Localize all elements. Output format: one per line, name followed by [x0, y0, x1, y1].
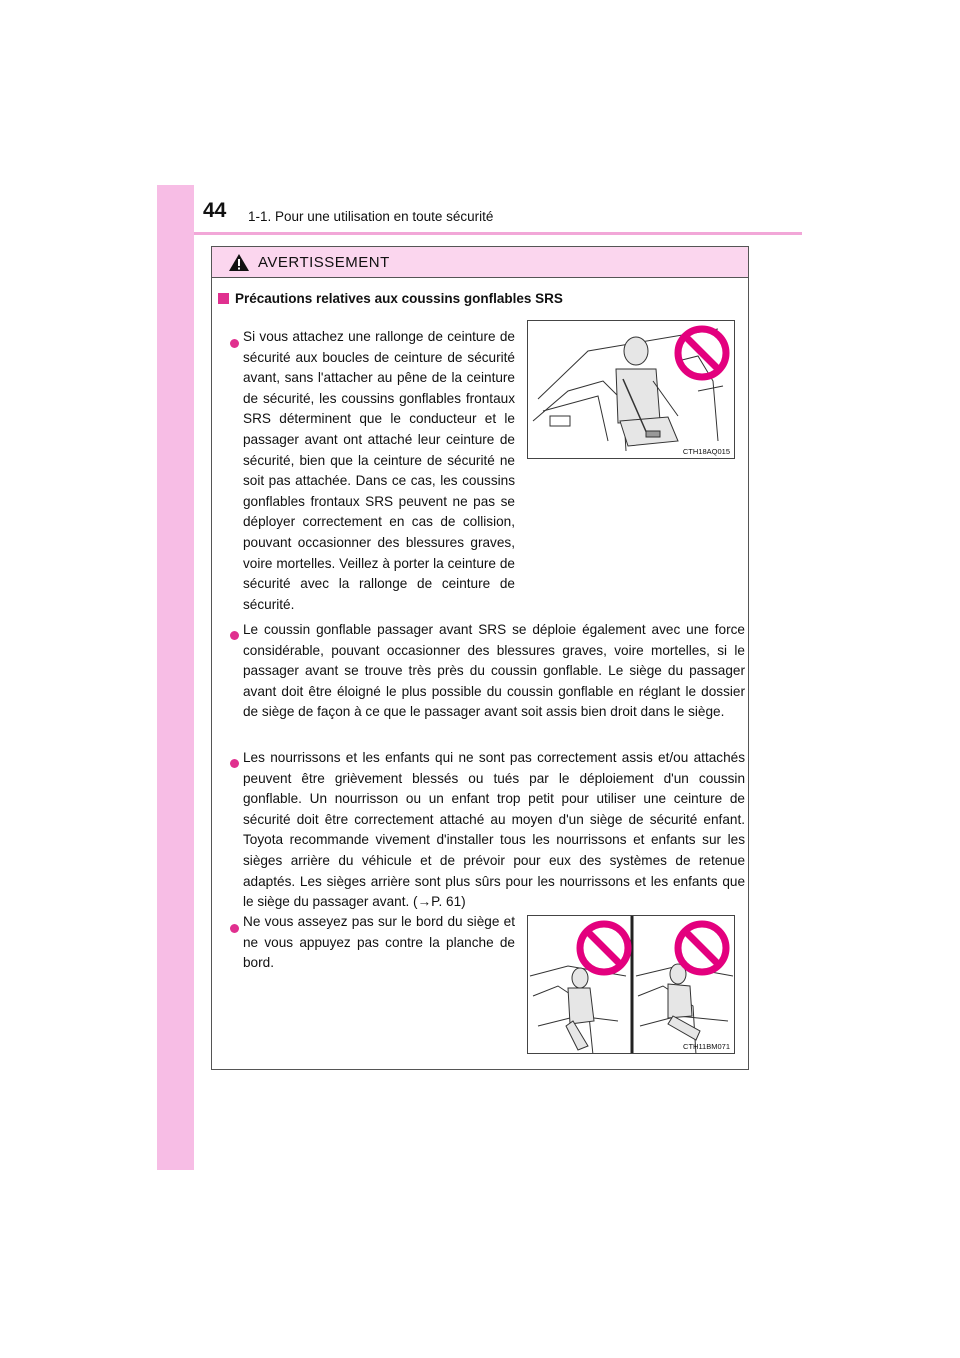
figure-seatbelt-extender: [527, 320, 735, 459]
bullet-text-2: Le coussin gonflable passager avant SRS se déploie également avec une force considérable, pouvant occasionner des blessures graves, voire mortelles, si le passager avant se trouve très près du coussin gonflable. Le siège du passager avant doit être éloigné le plus possible du coussin gonflable en réglant le dossier de siège de façon à ce que le passager avant soit assis bien droit dans le siège.: [243, 622, 745, 720]
bullet-dot-icon: [230, 631, 239, 640]
page-number: 44: [203, 199, 227, 222]
figure-code-1: CTH18AQ015: [682, 447, 730, 456]
warning-box: [211, 246, 749, 1070]
bullet-text-1: Si vous attachez une rallonge de ceinture de sécurité aux boucles de ceinture de sécurité avant, sans l'attacher au pêne de la ceinture de sécurité, les coussins gonflables frontaux SRS déterminent que le conducteur et le passager avant ont attaché leur ceinture de sécurité, bien que la ceinture de sécurité ne soit pas attachée. Dans ce cas, les coussins gonflables frontaux SRS peuvent ne pas se déployer correctement en cas de collision, pouvant occasionner des blessures graves, voire mortelles. Veillez à porter la ceinture de sécurité avec la rallonge de ceinture de sécurité.: [243, 329, 515, 612]
prohibition-icon: [576, 920, 632, 976]
bullet-dot-icon: [230, 339, 239, 348]
figure-code-2: CTH11BM071: [683, 1042, 730, 1051]
prohibition-icon: [674, 325, 730, 381]
warning-header: [212, 247, 748, 278]
bullet-dot-icon: [230, 924, 239, 933]
header-rule: [194, 232, 802, 235]
subheading: [218, 291, 563, 306]
section-title: 1-1. Pour une utilisation en toute sécurité: [248, 209, 494, 224]
figure-seat-edge: [527, 915, 735, 1054]
subheading-text: Précautions relatives aux coussins gonflables SRS: [235, 291, 563, 306]
prohibition-icon: [674, 920, 730, 976]
bullet-text-4: Ne vous asseyez pas sur le bord du siège et ne vous appuyez pas contre la planche de bord.: [243, 914, 515, 971]
bullet-dot-icon: [230, 759, 239, 768]
chapter-side-band: [157, 185, 194, 1170]
square-bullet-icon: [218, 293, 229, 304]
bullet-text-3: Les nourrissons et les enfants qui ne sont pas correctement assis et/ou attachés peuvent être grièvement blessés ou tués par le déploiement d'un coussin gonflable. Un nourrisson ou un enfant trop petit pour utiliser une ceinture de sécurité doit être correctement attaché au moyen d'un siège de sécurité enfant. Toyota recommande vivement d'installer tous les nourrissons et enfants sur les sièges arrière du véhicule et de prévoir pour eux des systèmes de retenue adaptés. Les sièges arrière sont plus sûrs pour les nourrissons et les enfants que le siège du passager avant. (→P. 61): [243, 750, 745, 910]
warning-title: AVERTISSEMENT: [258, 253, 390, 271]
warning-triangle-icon: [228, 253, 250, 272]
